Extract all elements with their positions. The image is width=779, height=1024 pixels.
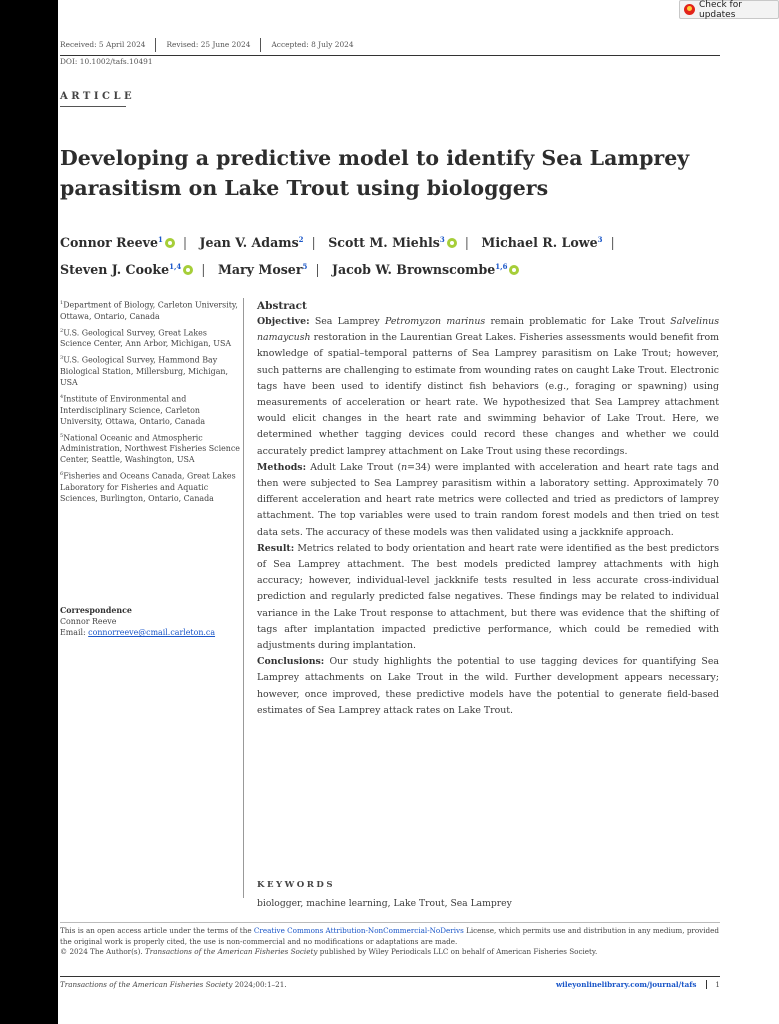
- affiliation: $^5$National Oceanic and Atmospheric Administration, Northwest Fisheries Science Center, Seattle, Washington, USA: [60, 432, 240, 465]
- license-notice: This is an open access article under the terms of the Creative Commons Attribution-NonCommercial-NoDerivs License, which permits use and distribution in any medium, provided the original work is properly cited, the use is non-commercial and no modifications or adaptations are made. © 2024 The Author(s). Transactions of the American Fisheries Society published by Wiley Periodicals LLC on behalf of American Fisheries Society.: [60, 926, 719, 957]
- author[interactable]: Mary Moser$^5$: [217, 262, 308, 278]
- abstract: [257, 298, 719, 719]
- affiliation: $^3$U.S. Geological Survey, Hammond Bay Biological Station, Millersburg, Michigan, USA: [60, 355, 228, 387]
- header-rule: [60, 55, 720, 56]
- abstract-heading: Abstract: [257, 300, 307, 312]
- orcid-icon[interactable]: [447, 238, 457, 248]
- affiliation: $^4$Institute of Environmental and Interdisciplinary Science, Carleton University, Ottawa, Ontario, Canada: [60, 393, 206, 426]
- check-for-updates-label: Check for updates: [699, 0, 742, 20]
- author[interactable]: Connor Reeve$^1$: [60, 235, 175, 250]
- check-for-updates-button[interactable]: [679, 0, 779, 19]
- orcid-icon[interactable]: [183, 265, 193, 275]
- orcid-icon[interactable]: [165, 238, 175, 248]
- column-divider: [243, 298, 244, 898]
- license-rule: [60, 922, 720, 923]
- affiliation: $^2$U.S. Geological Survey, Great Lakes Science Center, Ann Arbor, Michigan, USA: [60, 327, 232, 349]
- section-label-underline: [60, 106, 126, 107]
- left-black-strip: [0, 0, 58, 1024]
- author[interactable]: Jacob W. Brownscombe$^{1,6}$: [332, 262, 520, 277]
- page-number: 1: [706, 980, 720, 989]
- email-label: Email:: [60, 628, 86, 637]
- keywords: biologger, machine learning, Lake Trout, Sea Lamprey: [257, 898, 512, 909]
- affiliation: $^1$Department of Biology, Carleton University, Ottawa, Ontario, Canada: [60, 300, 238, 321]
- footer-citation: 2024;00:1–21.: [234, 980, 287, 989]
- page-footer: [60, 980, 720, 989]
- affiliations: [60, 298, 240, 508]
- orcid-icon[interactable]: [509, 265, 519, 275]
- abstract-objective: Objective: Sea Lamprey Petromyzon marinus remain problematic for Lake Trout Salvelinus namaycush restoration in the Laurentian Great Lakes. Fisheries assessments would benefit from knowledge of spatial–temporal patterns of Sea Lamprey parasitism on Lake Trout; however, such patterns are challenging to estimate from wounding rates on caught Lake Trout. Electronic tags have been used to identify distinct fish behaviors (e.g., foraging or spawning) using measurements of acceleration or heart rate. We hypothesized that Sea Lamprey attachment would elicit changes in the heart rate and swimming behavior of Lake Trout. Here, we determined whether tagging devices could record these changes and whether we could accurately predict lamprey attachment on Lake Trout using these recordings.: [257, 316, 720, 457]
- abstract-conclusions: Conclusions: Our study highlights the potential to use tagging devices for quantifying Sea Lamprey attachments on Lake Trout in the wild. Further development appears necessary; however, once improved, these predictive models have the potential to generate field-based estimates of Sea Lamprey attack rates on Lake Trout.: [257, 656, 719, 716]
- article-history: [60, 38, 364, 52]
- abstract-result: Result: Metrics related to body orientation and heart rate were identified as the best predictors of Sea Lamprey attachment. The best models predicted lamprey attachments with high accuracy; however, individual-level jackknife tests resulted in less accurate cross-individual prediction and regularly predicted false negatives. These findings may be related to individual variance in the Lake Trout response to attachment, but there was evidence that the shifting of tags after implantation impacted predictive performance, which could be remedied with adjustments during implantation.: [257, 542, 719, 652]
- crossmark-icon: [684, 4, 695, 15]
- author-list: Connor Reeve$^1$ | Jean V. Adams$^2$ | Scott M. Miehls$^3$ | Michael R. Lowe$^3$ | Steven J. Cooke$^{1,4}$ | Mary Moser$^5$ | Jacob W. Brownscombe$^{1,6}$: [60, 235, 615, 278]
- license-link[interactable]: Creative Commons Attribution-NonCommercial-NoDerivs: [253, 926, 464, 935]
- email-link[interactable]: connorreeve@cmail.carleton.ca: [88, 628, 216, 637]
- author[interactable]: Michael R. Lowe$^3$: [481, 235, 603, 251]
- author[interactable]: Scott M. Miehls$^3$: [328, 235, 457, 250]
- abstract-methods: Methods: Adult Lake Trout (n=34) were implanted with acceleration and heart rate tags and then were subjected to Sea Lamprey parasitism within a laboratory setting. Approximately 70 different acceleration and heart rate metrics were collected and tried as predictors of lamprey attachment. The top variables were used to train random forest models and then tried on test data sets. The accuracy of these models was then validated using a jackknife approach.: [257, 461, 719, 538]
- author[interactable]: Jean V. Adams$^2$: [199, 235, 304, 251]
- affiliation: $^6$Fisheries and Oceans Canada, Great Lakes Laboratory for Fisheries and Aquatic Sciences, Burlington, Ontario, Canada: [60, 471, 236, 503]
- author[interactable]: Steven J. Cooke$^{1,4}$: [60, 262, 193, 277]
- correspondence: [60, 605, 240, 638]
- doi[interactable]: DOI: 10.1002/tafs.10491: [60, 57, 153, 66]
- correspondence-name: Connor Reeve: [60, 617, 117, 626]
- footer-journal: Transactions of the American Fisheries Society: [60, 980, 233, 989]
- section-label: ARTICLE: [60, 91, 136, 102]
- revised-date: Revised: 25 June 2024: [156, 38, 261, 52]
- article-title: Developing a predictive model to identify Sea Lamprey parasitism on Lake Trout using biologgers: [60, 146, 690, 200]
- accepted-date: Accepted: 8 July 2024: [271, 40, 354, 49]
- received-date: Received: 5 April 2024: [60, 38, 156, 52]
- correspondence-label: Correspondence: [60, 606, 132, 615]
- keywords-label: KEYWORDS: [257, 880, 336, 890]
- journal-url-link[interactable]: wileyonlinelibrary.com/journal/tafs: [556, 980, 697, 989]
- footer-rule: [60, 976, 720, 977]
